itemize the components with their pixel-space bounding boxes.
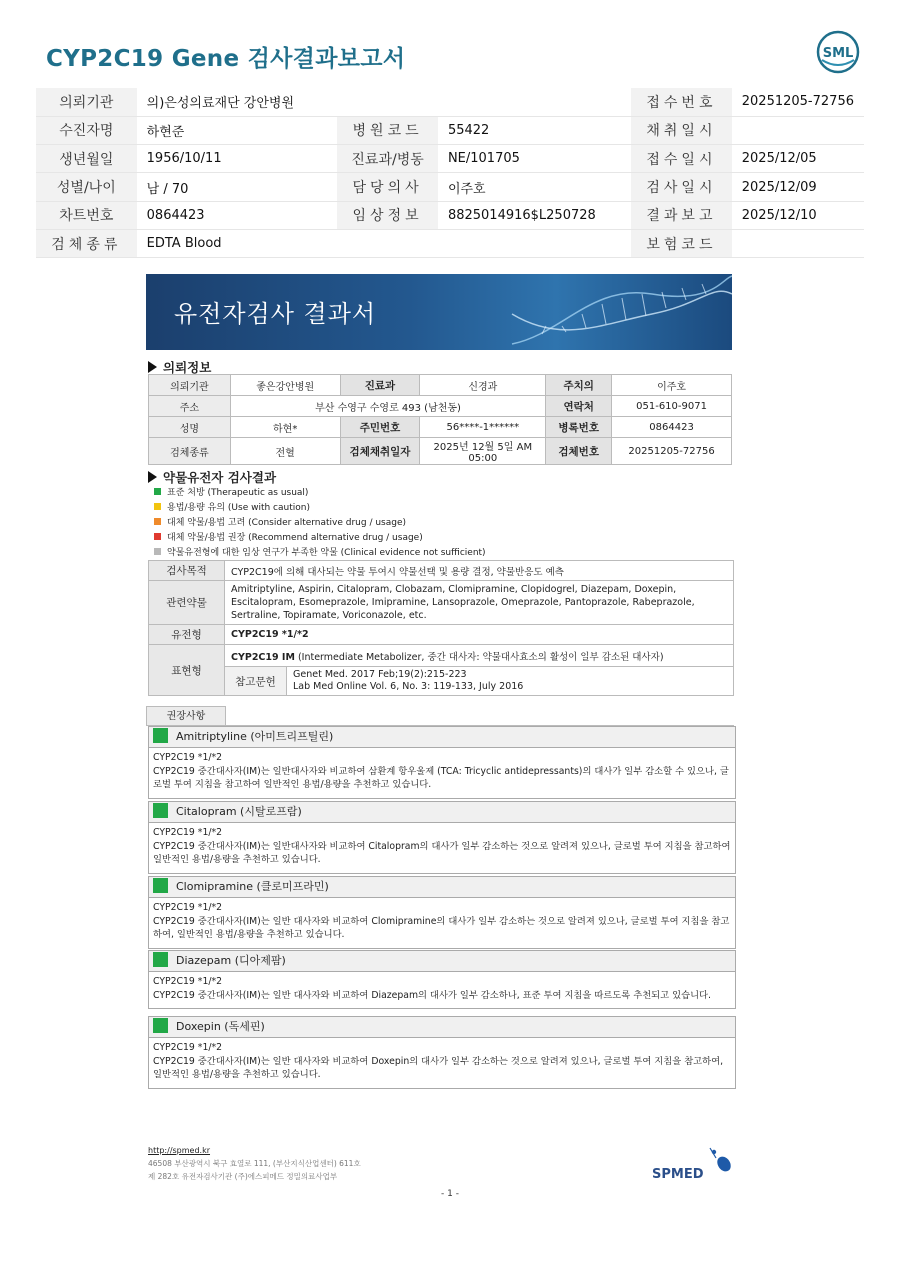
drug-name-header xyxy=(148,801,736,823)
table-row xyxy=(149,438,732,465)
value-report-date: 2025/12/10 xyxy=(732,201,864,229)
drug-name: Clomipramine (클로미프라민) xyxy=(176,880,329,893)
banner-title: 유전자검사 결과서 xyxy=(174,300,377,328)
value-birth-date: 1956/10/11 xyxy=(137,145,338,173)
label-specimen: 검체종류 xyxy=(36,229,137,257)
table-row xyxy=(36,229,864,257)
table-row xyxy=(36,173,864,201)
drug-name-header xyxy=(148,950,736,972)
value-chart-no: 0864423 xyxy=(137,201,338,229)
value-doctor: 이주호 xyxy=(438,173,631,201)
cell: 연락처 xyxy=(546,396,612,417)
label-birth-date: 생년월일 xyxy=(36,145,137,173)
cell: Amitriptyline, Aspirin, Citalopram, Clobazam, Clomipramine, Clopidogrel, Diazepam, Doxepin, Escitalopram, Esomeprazole, Imipramine, Lansoprazole, Omeprazole, Pantoprazole, Rabeprazole, Sertraline, Topiramate, Voriconazole, etc. xyxy=(225,581,734,625)
cell: 0864423 xyxy=(612,417,732,438)
request-info-table xyxy=(148,374,732,465)
legend-item xyxy=(154,546,486,561)
cell: 관련약물 xyxy=(149,581,225,625)
cell: 표현형 xyxy=(149,645,225,696)
cell: 하현* xyxy=(230,417,340,438)
drug-recommendation-body xyxy=(148,823,736,874)
spmed-logo xyxy=(650,1144,740,1189)
value-test-date: 2025/12/09 xyxy=(732,173,864,201)
table-row xyxy=(149,417,732,438)
value-clinical-info: 8825014916$L250728 xyxy=(438,201,631,229)
label-requester: 의뢰기관 xyxy=(36,88,137,116)
drug-name-header xyxy=(148,1016,736,1038)
label-test-date: 검사일시 xyxy=(631,173,732,201)
label-report-date: 결과보고 xyxy=(631,201,732,229)
cell: 부산 수영구 수영로 493 (남천동) xyxy=(230,396,545,417)
cell: 진료과 xyxy=(340,375,420,396)
drug-recommendation-text: CYP2C19 중간대사자(IM)는 일반대사자와 비교하여 Citalopram의 대사가 일부 감소하는 것으로 알려져 있으나, 글로벌 투여 지침을 참고하여 일반적인 용법/용량을 추천하고 있습니다. xyxy=(153,840,731,865)
legend-label: 약물유전형에 대한 임상 연구가 부족한 약물 (Clinical evidence not sufficient) xyxy=(167,548,486,558)
drug-recommendation xyxy=(148,726,736,799)
cell: 20251205-72756 xyxy=(612,438,732,465)
footer-url[interactable]: http://spmed.kr xyxy=(148,1146,211,1155)
label-department: 진료과/병동 xyxy=(337,145,438,173)
label-chart-no: 차트번호 xyxy=(36,201,137,229)
table-row xyxy=(149,625,734,645)
drug-recommendation-text: CYP2C19 중간대사자(IM)는 일반대사자와 비교하여 삼환계 항우울제 (TCA: Tricyclic antidepressants)의 대사가 일부 감소할 수 있으나, 글로벌 투여 지침을 참고하여 일반적인 용법/용량을 추천하고 있습니다. xyxy=(153,765,729,790)
phenotype-cell: CYP2C19 IM (Intermediate Metabolizer, 중간 대사자: 약물대사효소의 활성이 일부 감소된 대사자) xyxy=(225,645,734,667)
footer xyxy=(148,1144,361,1183)
drug-name: Citalopram (시탈로프람) xyxy=(176,805,302,818)
cell: CYP2C19에 의해 대사되는 약물 투여시 약물선택 및 용량 결정, 약물반응도 예측 xyxy=(225,561,734,581)
value-patient-name: 하현준 xyxy=(137,116,338,144)
cell: 참고문헌 xyxy=(225,667,287,696)
value-requester: 의)은성의료재단 강안병원 xyxy=(137,88,631,116)
drug-recommendation xyxy=(148,876,736,949)
footer-address: 46508 부산광역시 북구 효열로 111, (부산지식산업센터) 611호 xyxy=(148,1159,361,1168)
legend-color-swatch xyxy=(154,503,161,510)
cell: 신경과 xyxy=(420,375,546,396)
cell: 이주호 xyxy=(612,375,732,396)
green-status-icon xyxy=(153,803,168,818)
legend-item xyxy=(154,516,486,531)
table-row xyxy=(149,667,734,696)
table-row xyxy=(36,116,864,144)
legend-color-swatch xyxy=(154,533,161,540)
cell: 검사목적 xyxy=(149,561,225,581)
cell: 유전형 xyxy=(149,625,225,645)
color-legend xyxy=(154,486,486,561)
svg-text:SPMED: SPMED xyxy=(652,1167,704,1182)
table-row xyxy=(149,581,734,625)
value-hospital-code: 55422 xyxy=(438,116,631,144)
label-doctor: 담당의사 xyxy=(337,173,438,201)
drug-recommendation-body xyxy=(148,898,736,949)
value-receipt-date: 2025/12/05 xyxy=(732,145,864,173)
drug-results-table xyxy=(148,560,734,696)
drug-recommendation-text: CYP2C19 중간대사자(IM)는 일반 대사자와 비교하여 Diazepam의 대사가 일부 감소하나, 표준 투여 지침을 따르도록 추천되고 있습니다. xyxy=(153,989,711,1001)
label-patient-name: 수진자명 xyxy=(36,116,137,144)
label-clinical-info: 임상정보 xyxy=(337,201,438,229)
label-receipt-no: 접수번호 xyxy=(631,88,732,116)
cell: 의뢰기관 xyxy=(149,375,231,396)
drug-recommendation-body xyxy=(148,972,736,1009)
table-row xyxy=(36,88,864,116)
table-row xyxy=(36,145,864,173)
green-status-icon xyxy=(153,728,168,743)
svg-text:SML: SML xyxy=(822,46,854,61)
label-collection-date: 채취일시 xyxy=(631,116,732,144)
label-receipt-date: 접수일시 xyxy=(631,145,732,173)
value-specimen: EDTA Blood xyxy=(137,229,631,257)
footer-company: 제 282호 유전자검사기관 (주)에스피메드 정밀의료사업부 xyxy=(148,1172,338,1181)
table-row xyxy=(149,561,734,581)
cell: 56****-1****** xyxy=(420,417,546,438)
genetic-report xyxy=(146,274,736,1080)
value-receipt-no: 20251205-72756 xyxy=(732,88,864,116)
drug-recommendation xyxy=(148,950,736,1009)
table-row xyxy=(149,375,732,396)
drug-recommendation-body xyxy=(148,1038,736,1089)
drug-name-header xyxy=(148,726,736,748)
value-collection-date xyxy=(732,116,864,144)
legend-label: 표준 처방 (Therapeutic as usual) xyxy=(167,488,309,498)
legend-label: 대체 약물/용법 권장 (Recommend alternative drug / usage) xyxy=(167,533,423,543)
drug-recommendation-text: CYP2C19 중간대사자(IM)는 일반 대사자와 비교하여 Doxepin의 대사가 일부 감소하는 것으로 알려져 있으나, 글로벌 투여 지침을 참고하여, 일반적인 용법/용량을 추천하고 있습니다. xyxy=(153,1055,724,1080)
green-status-icon xyxy=(153,878,168,893)
green-status-icon xyxy=(153,952,168,967)
report-banner xyxy=(146,274,732,350)
cell: 주소 xyxy=(149,396,231,417)
legend-item xyxy=(154,531,486,546)
cell: 검체번호 xyxy=(546,438,612,465)
dna-helix-icon xyxy=(502,274,732,350)
cell: 주민번호 xyxy=(340,417,420,438)
drug-recommendation xyxy=(148,1016,736,1089)
drug-genotype: CYP2C19 *1/*2 xyxy=(153,752,223,763)
cell: 병록번호 xyxy=(546,417,612,438)
drug-name: Amitriptyline (아미트리프틸린) xyxy=(176,730,334,743)
label-sex-age: 성별/나이 xyxy=(36,173,137,201)
drug-name-header xyxy=(148,876,736,898)
drug-recommendation-body xyxy=(148,748,736,799)
cell: CYP2C19 *1/*2 xyxy=(225,625,734,645)
section-drug-results: 약물유전자 검사결과 xyxy=(148,468,276,486)
drug-genotype: CYP2C19 *1/*2 xyxy=(153,902,223,913)
triangle-bullet-icon xyxy=(148,471,157,483)
drug-recommendation-text: CYP2C19 중간대사자(IM)는 일반 대사자와 비교하여 Clomipramine의 대사가 일부 감소하는 것으로 알려져 있으나, 글로벌 투여 지침을 참고하여, 일반적인 용법/용량을 추천하고 있습니다. xyxy=(153,915,730,940)
cell: 검체채취일자 xyxy=(340,438,420,465)
table-row xyxy=(149,396,732,417)
legend-color-swatch xyxy=(154,548,161,555)
cell: 051-610-9071 xyxy=(612,396,732,417)
label-insurance-code: 보험코드 xyxy=(631,229,732,257)
cell: 2025년 12월 5일 AM 05:00 xyxy=(420,438,546,465)
drug-genotype: CYP2C19 *1/*2 xyxy=(153,1042,223,1053)
legend-color-swatch xyxy=(154,518,161,525)
patient-info-table xyxy=(36,88,864,258)
cell: 전혈 xyxy=(230,438,340,465)
value-department: NE/101705 xyxy=(438,145,631,173)
legend-label: 대체 약물/용법 고려 (Consider alternative drug / usage) xyxy=(167,518,407,528)
label-hospital-code: 병원코드 xyxy=(337,116,438,144)
legend-color-swatch xyxy=(154,488,161,495)
page-title: CYP2C19 Gene 검사결과보고서 xyxy=(46,46,406,72)
drug-genotype: CYP2C19 *1/*2 xyxy=(153,976,223,987)
sml-logo xyxy=(816,30,860,74)
table-row xyxy=(36,201,864,229)
page-number: - 1 - xyxy=(441,1189,459,1199)
references-cell: Genet Med. 2017 Feb;19(2):215-223 Lab Med Online Vol. 6, No. 3: 119-133, July 2016 xyxy=(287,667,734,696)
legend-item xyxy=(154,486,486,501)
drug-name: Diazepam (디아제팜) xyxy=(176,954,286,967)
green-status-icon xyxy=(153,1018,168,1033)
legend-item xyxy=(154,501,486,516)
cell: 검체종류 xyxy=(149,438,231,465)
table-row xyxy=(149,645,734,667)
cell: 좋은강안병원 xyxy=(230,375,340,396)
tab-recommendations: 권장사항 xyxy=(146,706,226,726)
drug-recommendation xyxy=(148,801,736,874)
drug-name: Doxepin (독세핀) xyxy=(176,1020,265,1033)
legend-label: 용법/용량 유의 (Use with caution) xyxy=(167,503,310,513)
section-request-info: 의뢰정보 xyxy=(148,358,211,376)
value-insurance-code xyxy=(732,229,864,257)
triangle-bullet-icon xyxy=(148,361,157,373)
cell: 성명 xyxy=(149,417,231,438)
cell: 주치의 xyxy=(546,375,612,396)
drug-genotype: CYP2C19 *1/*2 xyxy=(153,827,223,838)
value-sex-age: 남 / 70 xyxy=(137,173,338,201)
